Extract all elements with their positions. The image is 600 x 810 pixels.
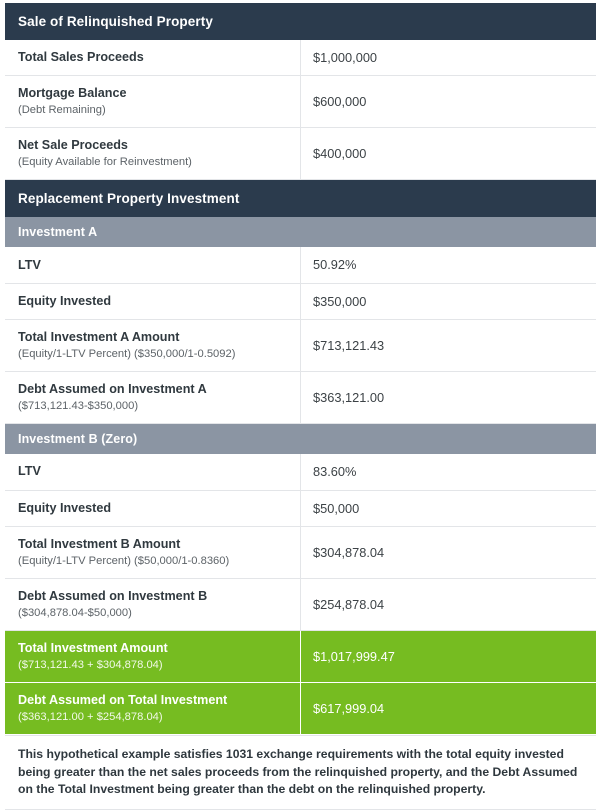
row-label: Net Sale Proceeds [18, 138, 128, 153]
row-label-cell [5, 40, 301, 76]
row-value: $1,017,999.47 [313, 648, 395, 664]
row-label: Equity Invested [18, 293, 112, 308]
row-value: $304,878.04 [313, 544, 385, 560]
row-value: $254,878.04 [313, 596, 385, 612]
row-label: Equity Invested [18, 500, 112, 515]
row-value: $600,000 [313, 94, 367, 110]
section-header-row [5, 3, 596, 40]
row-label-cell [5, 454, 301, 490]
calculation-table [5, 3, 596, 735]
footnote-text: This hypothetical example satisfies 1031 exchange requirements with the total equity invested being greater than the net sales proceeds from the relinquished property, and the Debt Assumed on the Total Investment being greater than the debt on the relinquished property. [5, 735, 596, 810]
row-sublabel: (Equity/1-LTV Percent) ($50,000/1-0.8360) [18, 554, 230, 567]
table-row [5, 40, 596, 76]
row-label-cell [5, 630, 301, 682]
row-label-cell [5, 128, 301, 180]
row-value-cell [301, 283, 597, 319]
row-label: LTV [18, 257, 41, 272]
row-label-cell [5, 578, 301, 630]
row-value-cell [301, 247, 597, 283]
row-sublabel: (Equity/1-LTV Percent) ($350,000/1-0.5092) [18, 348, 236, 361]
row-value-cell [301, 128, 597, 180]
total-row [5, 683, 596, 735]
row-sublabel: (Debt Remaining) [18, 104, 106, 117]
section-header-title: Sale of Relinquished Property [5, 3, 596, 40]
row-label-cell [5, 683, 301, 735]
row-value: 50.92% [313, 257, 357, 273]
row-sublabel: ($304,878.04-$50,000) [18, 606, 132, 619]
row-value: $50,000 [313, 500, 360, 516]
subsection-header-title: Investment A [5, 217, 596, 247]
row-label-cell [5, 76, 301, 128]
row-label: Total Sales Proceeds [18, 50, 144, 65]
row-label: Debt Assumed on Investment A [18, 382, 207, 397]
row-label: LTV [18, 464, 41, 479]
row-value-cell [301, 320, 597, 372]
row-value: 83.60% [313, 464, 357, 480]
table-row [5, 283, 596, 319]
total-row [5, 630, 596, 682]
row-sublabel: ($713,121.43 + $304,878.04) [18, 658, 163, 671]
row-value: $1,000,000 [313, 50, 378, 65]
row-label: Total Investment B Amount [18, 536, 181, 551]
row-label: Mortgage Balance [18, 86, 127, 101]
table-row [5, 490, 596, 526]
table-row [5, 76, 596, 128]
row-value-cell [301, 454, 597, 490]
row-value: $617,999.04 [313, 701, 385, 717]
row-label-cell [5, 283, 301, 319]
row-label-cell [5, 526, 301, 578]
row-value-cell [301, 683, 597, 735]
subsection-header-row [5, 424, 596, 455]
row-value-cell [301, 76, 597, 128]
subsection-header-row [5, 217, 596, 247]
row-label-cell [5, 320, 301, 372]
section-header-row [5, 180, 596, 218]
table-row [5, 372, 596, 424]
row-sublabel: ($713,121.43-$350,000) [18, 400, 139, 413]
row-label-cell [5, 247, 301, 283]
row-value-cell [301, 490, 597, 526]
table-row [5, 247, 596, 283]
row-value-cell [301, 526, 597, 578]
row-value: $363,121.00 [313, 390, 385, 406]
row-label: Debt Assumed on Investment B [18, 588, 208, 603]
table-row [5, 320, 596, 372]
table-row [5, 526, 596, 578]
row-value-cell [301, 630, 597, 682]
table-body [5, 3, 596, 735]
row-label-cell [5, 372, 301, 424]
row-value: $350,000 [313, 293, 367, 309]
row-value-cell [301, 40, 597, 76]
row-value-cell [301, 372, 597, 424]
row-value: $713,121.43 [313, 337, 385, 353]
row-label: Total Investment Amount [18, 640, 168, 655]
row-label: Total Investment A Amount [18, 330, 180, 345]
subsection-header-title: Investment B (Zero) [5, 424, 596, 455]
row-label-cell [5, 490, 301, 526]
row-sublabel: ($363,121.00 + $254,878.04) [18, 711, 163, 724]
row-sublabel: (Equity Available for Reinvestment) [18, 156, 192, 169]
row-value: $400,000 [313, 146, 367, 162]
table-row [5, 578, 596, 630]
table-row [5, 128, 596, 180]
row-label: Debt Assumed on Total Investment [18, 693, 228, 708]
table-row [5, 454, 596, 490]
row-value-cell [301, 578, 597, 630]
section-header-title: Replacement Property Investment [5, 180, 596, 218]
